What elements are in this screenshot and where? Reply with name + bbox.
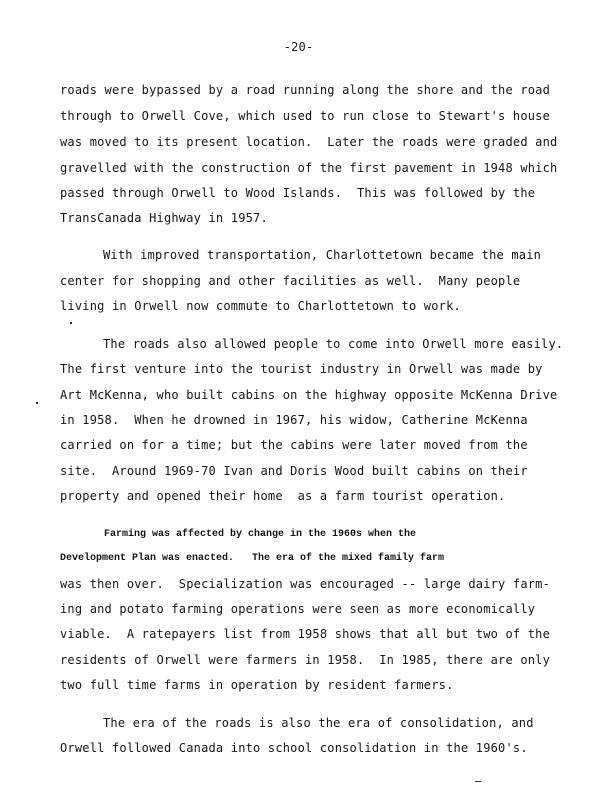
scan-speck bbox=[36, 402, 38, 404]
scan-speck bbox=[70, 322, 72, 324]
paragraph-5-line-2: Orwell followed Canada into school consolidation in the 1960's. bbox=[60, 741, 528, 755]
paragraph-1-line-4: gravelled with the construction of the first pavement in 1948 which bbox=[60, 161, 558, 175]
paragraph-1-line-2: through to Orwell Cove, which used to run close to Stewart's house bbox=[60, 109, 551, 123]
paragraph-4-line-2: ing and potato farming operations were seen as more economically bbox=[60, 602, 536, 616]
paragraph-1-line-5: passed through Orwell to Wood Islands. This was followed by the bbox=[60, 186, 536, 200]
paragraph-3-line-3: Art McKenna, who built cabins on the highway opposite McKenna Drive bbox=[60, 388, 558, 402]
paragraph-4-line-4: residents of Orwell were farmers in 1958. In 1985, there are only bbox=[60, 653, 551, 667]
scan-speck bbox=[475, 781, 481, 782]
paragraph-5-line-1: The era of the roads is also the era of consolidation, and bbox=[103, 716, 534, 730]
paragraph-3-line-7: property and opened their home as a farm tourist operation. bbox=[60, 489, 506, 503]
paragraph-3-line-4: in 1958. When he drowned in 1967, his widow, Catherine McKenna bbox=[60, 413, 528, 427]
paragraph-3-line-2: The first venture into the tourist industry in Orwell was made by bbox=[60, 362, 543, 376]
paragraph-1-line-1: roads were bypassed by a road running along the shore and the road bbox=[60, 83, 551, 97]
paragraph-1-line-6: TransCanada Highway in 1957. bbox=[60, 211, 268, 225]
paragraph-3-line-1: The roads also allowed people to come into Orwell more easily. bbox=[103, 337, 564, 351]
paragraph-4-bold-line-2: Development Plan was enacted. The era of the mixed family farm bbox=[60, 553, 445, 564]
paragraph-1-line-3: was moved to its present location. Later the roads were graded and bbox=[60, 135, 558, 149]
paragraph-2-line-1: With improved transportation, Charlottetown became the main bbox=[103, 248, 542, 262]
page-number: -20- bbox=[283, 40, 314, 54]
paragraph-4-bold-line-1: Farming was affected by change in the 1960s when the bbox=[104, 529, 417, 540]
paragraph-4-line-5: two full time farms in operation by resident farmers. bbox=[60, 678, 454, 692]
paragraph-4-line-1: was then over. Specialization was encouraged -- large dairy farm- bbox=[60, 577, 551, 591]
paragraph-3-line-6: site. Around 1969-70 Ivan and Doris Wood built cabins on their bbox=[60, 464, 528, 478]
paragraph-4-line-3: viable. A ratepayers list from 1958 shows that all but two of the bbox=[60, 627, 551, 641]
paragraph-2-line-2: center for shopping and other facilities as well. Many people bbox=[60, 274, 521, 288]
paragraph-2-line-3: living in Orwell now commute to Charlottetown to work. bbox=[60, 299, 461, 313]
paragraph-3-line-5: carried on for a time; but the cabins were later moved from the bbox=[60, 438, 528, 452]
